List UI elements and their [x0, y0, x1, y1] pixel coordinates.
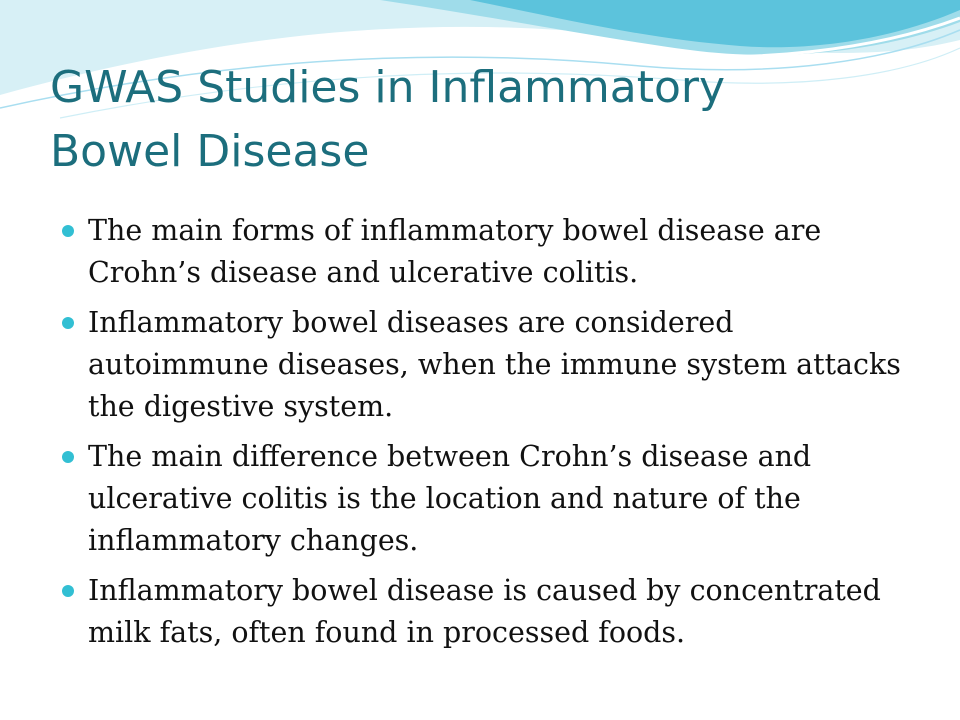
bullet-text: The main forms of inflammatory bowel disease are Crohn’s disease and ulcerative colitis.: [88, 214, 822, 289]
slide-title-line-1: GWAS Studies in Inflammatory: [50, 62, 726, 113]
bullet-item: [62, 436, 922, 562]
bullet-item: [62, 302, 922, 428]
bullet-text: Inflammatory bowel disease is caused by concentrated milk fats, often found in processed foods.: [88, 574, 881, 649]
bullet-text: Inflammatory bowel diseases are considered autoimmune diseases, when the immune system attacks the digestive system.: [88, 306, 901, 423]
bullet-dot-icon: [62, 317, 74, 329]
bullet-dot-icon: [62, 225, 74, 237]
slide-title: [50, 56, 910, 184]
bullet-dot-icon: [62, 451, 74, 463]
bullet-dot-icon: [62, 585, 74, 597]
bullet-text: The main difference between Crohn’s disease and ulcerative colitis is the location and nature of the inflammatory changes.: [88, 440, 812, 557]
bullet-item: [62, 210, 922, 294]
bullet-item: [62, 570, 922, 654]
bullet-list: [62, 210, 922, 662]
slide-title-line-2: Bowel Disease: [50, 126, 370, 177]
